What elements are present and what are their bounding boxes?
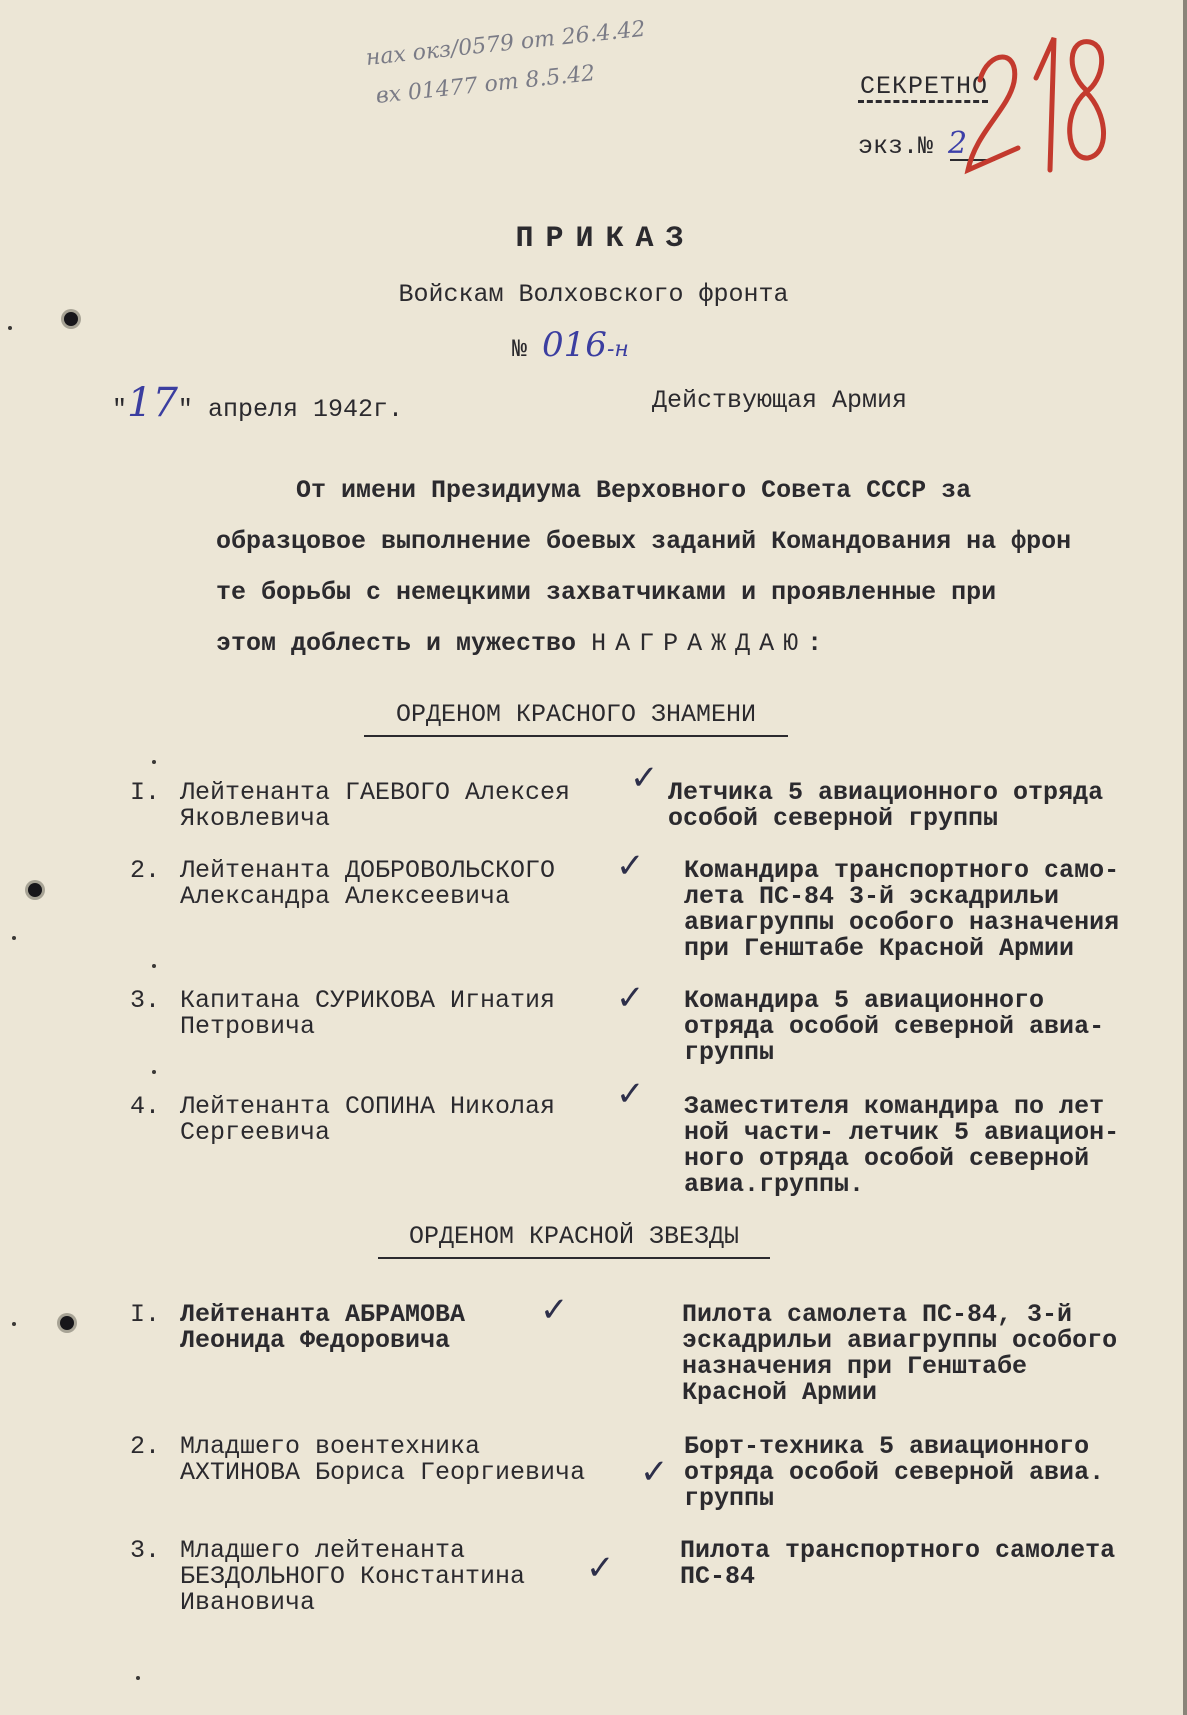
copy-number-line [858, 126, 967, 161]
date-month-year: апреля 1942г. [207, 395, 403, 424]
entry-position: Заместителя командира по лет ной части- летчик 5 авиацион- ного отряда особой северной авиа.группы. [684, 1092, 1120, 1199]
page-edge [1183, 0, 1187, 1715]
document-subtitle: Войскам Волховского фронта [398, 280, 789, 309]
entry-position: Борт-техника 5 авиационного отряда особой северной авиа. группы [684, 1432, 1105, 1513]
entry-number: 2. [130, 1432, 161, 1461]
margin-dot [152, 964, 156, 968]
entry-name-line: Сергеевича [180, 1118, 331, 1147]
handwritten-note-2: вх 01477 от 8.5.42 [374, 61, 597, 109]
red-stroke [1070, 42, 1104, 158]
section-heading-red-banner [364, 700, 788, 737]
punch-hole [60, 1316, 74, 1330]
entry-name-line: Петровича [180, 1012, 316, 1041]
check-mark-icon: ✓ [540, 1290, 569, 1330]
entry-number: 3. [130, 986, 161, 1015]
red-handwritten-stamp-number [958, 20, 1118, 190]
intro-line [216, 618, 1156, 669]
check-mark-icon: ✓ [586, 1548, 615, 1588]
entry-name [180, 1434, 585, 1486]
entry-position: Пилота транспортного самолета ПС-84 [680, 1536, 1116, 1591]
section-heading-red-star [378, 1222, 770, 1259]
entry-name-line: Младшего воентехника [180, 1432, 481, 1461]
entry-position: Пилота самолета ПС-84, 3-й эскадрильи авиагруппы особого назначения при Генштабе Красной Армии [682, 1300, 1118, 1407]
check-mark-icon: ✓ [616, 978, 645, 1018]
date-open-quote: " [112, 395, 128, 424]
intro-paragraph [216, 465, 1156, 669]
entry-position: Летчика 5 авиационного отряда особой северной группы [668, 778, 1104, 833]
punch-hole [64, 312, 78, 326]
entry-name [180, 988, 555, 1040]
entry-name [180, 1302, 465, 1354]
entry-name-line: Лейтенанта ДОБРОВОЛЬСКОГО [180, 856, 556, 885]
intro-line: образцовое выполнение боевых заданий Командования на фрон [216, 527, 1072, 556]
intro-line: те борьбы с немецкими захватчиками и проявленные при [216, 578, 997, 607]
margin-dot [12, 1322, 16, 1326]
section-underline [378, 1257, 770, 1259]
entry-name-line: Младшего лейтенанта [180, 1536, 466, 1565]
handwritten-note-1: нах окз/0579 от 26.4.42 [364, 16, 647, 71]
margin-dot [152, 1070, 156, 1074]
entry-number: I. [130, 1300, 161, 1329]
check-mark-icon: ✓ [630, 758, 659, 798]
entry-name [180, 1094, 555, 1146]
intro-line-prefix: этом доблесть и мужество [216, 629, 592, 658]
red-stroke [968, 57, 1018, 170]
entry-number: 4. [130, 1092, 161, 1121]
check-mark-icon: ✓ [640, 1452, 669, 1492]
order-number [512, 325, 629, 365]
entry-name-line: Лейтенанта СОПИНА Николая [180, 1092, 556, 1121]
entry-name-line: БЕЗДОЛЬНОГО Константина [180, 1562, 526, 1591]
classification-label: СЕКРЕТНО [860, 72, 989, 101]
entry-name-line: Лейтенанта АБРАМОВА [180, 1300, 466, 1329]
section-title: ОРДЕНОМ КРАСНОЙ ЗВЕЗДЫ [408, 1222, 740, 1251]
margin-dot [8, 326, 12, 330]
entry-name [180, 858, 555, 910]
entry-name-line: Лейтенанта ГАЕВОГО Алексея [180, 778, 571, 807]
margin-dot [152, 760, 156, 764]
date-close-quote: " [177, 395, 193, 424]
copy-number-value: 2 [948, 126, 968, 161]
section-underline [364, 735, 788, 737]
entry-position: Командира 5 авиационного отряда особой северной авиа- группы [684, 986, 1105, 1067]
entry-name-line: АХТИНОВА Бориса Георгиевича [180, 1458, 586, 1487]
red-stroke [1036, 38, 1054, 170]
entry-number: 2. [130, 856, 161, 885]
intro-line-suffix: : [807, 629, 823, 658]
entry-name [180, 780, 570, 832]
margin-dot [12, 936, 16, 940]
order-date [112, 380, 403, 426]
award-verb: НАГРАЖДАЮ [591, 629, 808, 658]
entry-name-line: Капитана СУРИКОВА Игнатия [180, 986, 556, 1015]
intro-line: От имени Президиума Верховного Совета СССР за [296, 476, 972, 505]
entry-number: 3. [130, 1536, 161, 1565]
punch-hole [28, 883, 42, 897]
entry-name-line: Ивановича [180, 1588, 316, 1617]
order-number-suffix: -н [606, 337, 629, 362]
order-location: Действующая Армия [652, 386, 908, 415]
order-number-label: № [512, 335, 528, 364]
entry-position: Командира транспортного само- лета ПС-84 3-й эскадрильи авиагруппы особого назначения при Генштабе Красной Армии [684, 856, 1120, 963]
entry-name [180, 1538, 525, 1616]
entry-number: I. [130, 778, 161, 807]
entry-name-line: Леонида Федоровича [180, 1326, 451, 1355]
check-mark-icon: ✓ [616, 846, 645, 886]
copy-number-label: экз.№ [858, 132, 934, 161]
date-day: 17 [127, 380, 178, 426]
order-number-value: 016 [542, 325, 607, 365]
margin-dot [136, 1676, 140, 1680]
document-title: ПРИКАЗ [515, 222, 696, 256]
section-title: ОРДЕНОМ КРАСНОГО ЗНАМЕНИ [395, 700, 757, 729]
check-mark-icon: ✓ [616, 1074, 645, 1114]
entry-name-line: Александра Алексеевича [180, 882, 511, 911]
entry-name-line: Яковлевича [180, 804, 331, 833]
